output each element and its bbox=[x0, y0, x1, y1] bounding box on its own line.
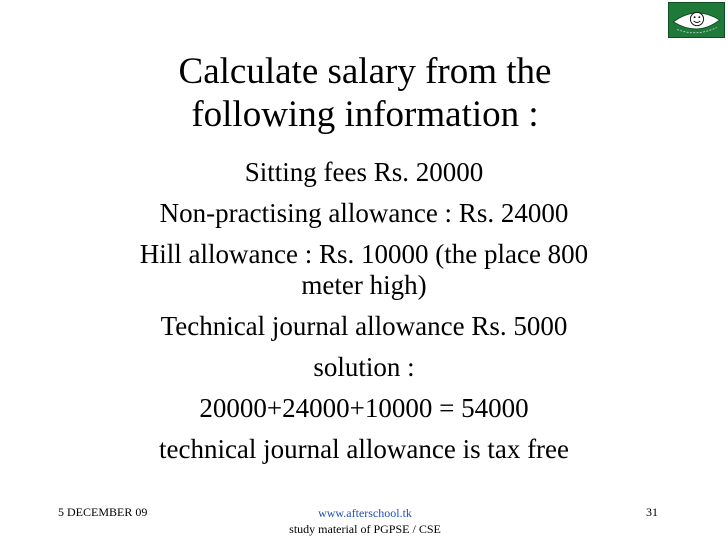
footer-subtitle: study material of PGPSE / CSE bbox=[289, 522, 441, 536]
body-line-sitting-fees: Sitting fees Rs. 20000 bbox=[244, 157, 484, 187]
footer-center bbox=[220, 505, 510, 537]
footer-link[interactable]: www.afterschool.tk bbox=[318, 506, 412, 520]
body-line-tax-free: technical journal allowance is tax free bbox=[158, 434, 570, 464]
afterschool-logo bbox=[668, 2, 725, 38]
slide-body bbox=[60, 157, 668, 465]
slide-title bbox=[130, 50, 600, 136]
body-line-solution: solution : bbox=[313, 352, 415, 382]
body-line-hill-allowance-cont: meter high) bbox=[301, 270, 427, 300]
slide-title-line-1: Calculate salary from the bbox=[178, 51, 552, 92]
slide-title-line-2: following information : bbox=[191, 94, 539, 135]
smiley-eye-logo-icon bbox=[669, 3, 724, 37]
footer-page-number: 31 bbox=[646, 505, 658, 519]
body-line-hill-allowance: Hill allowance : Rs. 10000 (the place 800 bbox=[139, 239, 589, 269]
body-line-non-practising: Non-practising allowance : Rs. 24000 bbox=[159, 198, 569, 228]
body-line-calculation: 20000+24000+10000 = 54000 bbox=[199, 393, 529, 423]
body-line-technical-journal: Technical journal allowance Rs. 5000 bbox=[160, 311, 568, 341]
footer-date: 5 DECEMBER 09 bbox=[58, 505, 148, 519]
